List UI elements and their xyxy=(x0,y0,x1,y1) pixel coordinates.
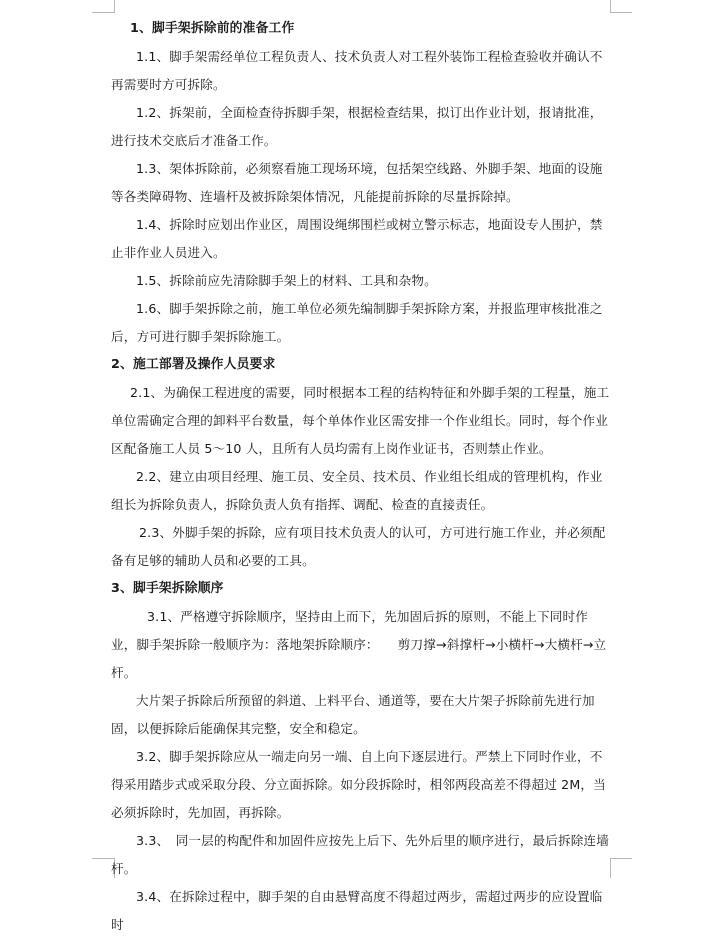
paragraph-1-2: 1.2、拆架前，全面检查待拆脚手架，根据检查结果，拟订出作业计划，报请批准，进行技术交底后才准备工作。 xyxy=(111,105,603,148)
crop-mark-bottom-right xyxy=(610,858,632,859)
crop-mark-top-right xyxy=(610,12,632,13)
section-heading-1: 1、脚手架拆除前的准备工作 xyxy=(130,21,295,36)
paragraph-3-1: 3.1、严格遵守拆除顺序，坚持由上而下，先加固后拆的原则，不能上下同时作业，脚手架拆除一般顺序为：落地架拆除顺序： 剪刀撑→斜撑杆→小横杆→大横杆→立杆。 xyxy=(111,609,607,680)
paragraph-1-6: 1.6、脚手架拆除之前，施工单位必须先编制脚手架拆除方案，并报监理审核批准之后，方可进行脚手架拆除施工。 xyxy=(111,301,603,344)
paragraph-1-1: 1.1、脚手架需经单位工程负责人、技术负责人对工程外装饰工程检查验收并确认不再需要时方可拆除。 xyxy=(111,49,603,92)
paragraph-1-4: 1.4、拆除时应划出作业区，周围设绳绑围栏或树立警示标志，地面设专人围护，禁止非作业人员进入。 xyxy=(111,217,603,260)
paragraph-3-2: 3.2、脚手架拆除应从一端走向另一端、自上向下逐层进行。严禁上下同时作业，不得采用踏步式或采取分段、分立面拆除。如分段拆除时，相邻两段高差不得超过 2M，当必须拆除时，先加固，再拆除。 xyxy=(111,749,606,820)
paragraph-2-1: 2.1、为确保工程进度的需要，同时根据本工程的结构特征和外脚手架的工程量，施工单位需确定合理的卸料平台数量，每个单体作业区需安排一个作业组长。同时，每个作业区配备施工人员 5～10 人，且所有人员均需有上岗作业证书，否则禁止作业。 xyxy=(111,385,610,456)
crop-mark-top-left xyxy=(114,0,115,13)
paragraph-3-1-note: 大片架子拆除后所预留的斜道、上料平台、通道等，要在大片架子拆除前先进行加固，以便拆除后能确保其完整，安全和稳定。 xyxy=(111,693,595,736)
crop-mark-top-right xyxy=(610,0,611,13)
crop-mark-top-left xyxy=(92,12,114,13)
section-heading-2: 2、施工部署及操作人员要求 xyxy=(111,357,276,372)
paragraph-3-3: 3.3、 同一层的构配件和加固件应按先上后下、先外后里的顺序进行，最后拆除连墙杆。 xyxy=(111,833,609,876)
section-heading-3: 3、脚手架拆除顺序 xyxy=(111,581,224,596)
paragraph-1-3: 1.3、架体拆除前，必须察看施工现场环境，包括架空线路、外脚手架、地面的设施等各类障碍物、连墙杆及被拆除架体情况，凡能提前拆除的尽量拆除掉。 xyxy=(111,161,603,204)
document-body xyxy=(111,15,613,939)
paragraph-3-4: 3.4、在拆除过程中，脚手架的自由悬臂高度不得超过两步，需超过两步的应设置临时 xyxy=(111,889,603,932)
paragraph-2-2: 2.2、建立由项目经理、施工员、安全员、技术员、作业组长组成的管理机构，作业组长为拆除负责人，拆除负责人负有指挥、调配、检查的直接责任。 xyxy=(111,469,603,512)
paragraph-1-5: 1.5、拆除前应先清除脚手架上的材料、工具和杂物。 xyxy=(136,273,437,288)
paragraph-2-3: 2.3、外脚手架的拆除，应有项目技术负责人的认可，方可进行施工作业，并必须配备有足够的辅助人员和必要的工具。 xyxy=(111,525,606,568)
